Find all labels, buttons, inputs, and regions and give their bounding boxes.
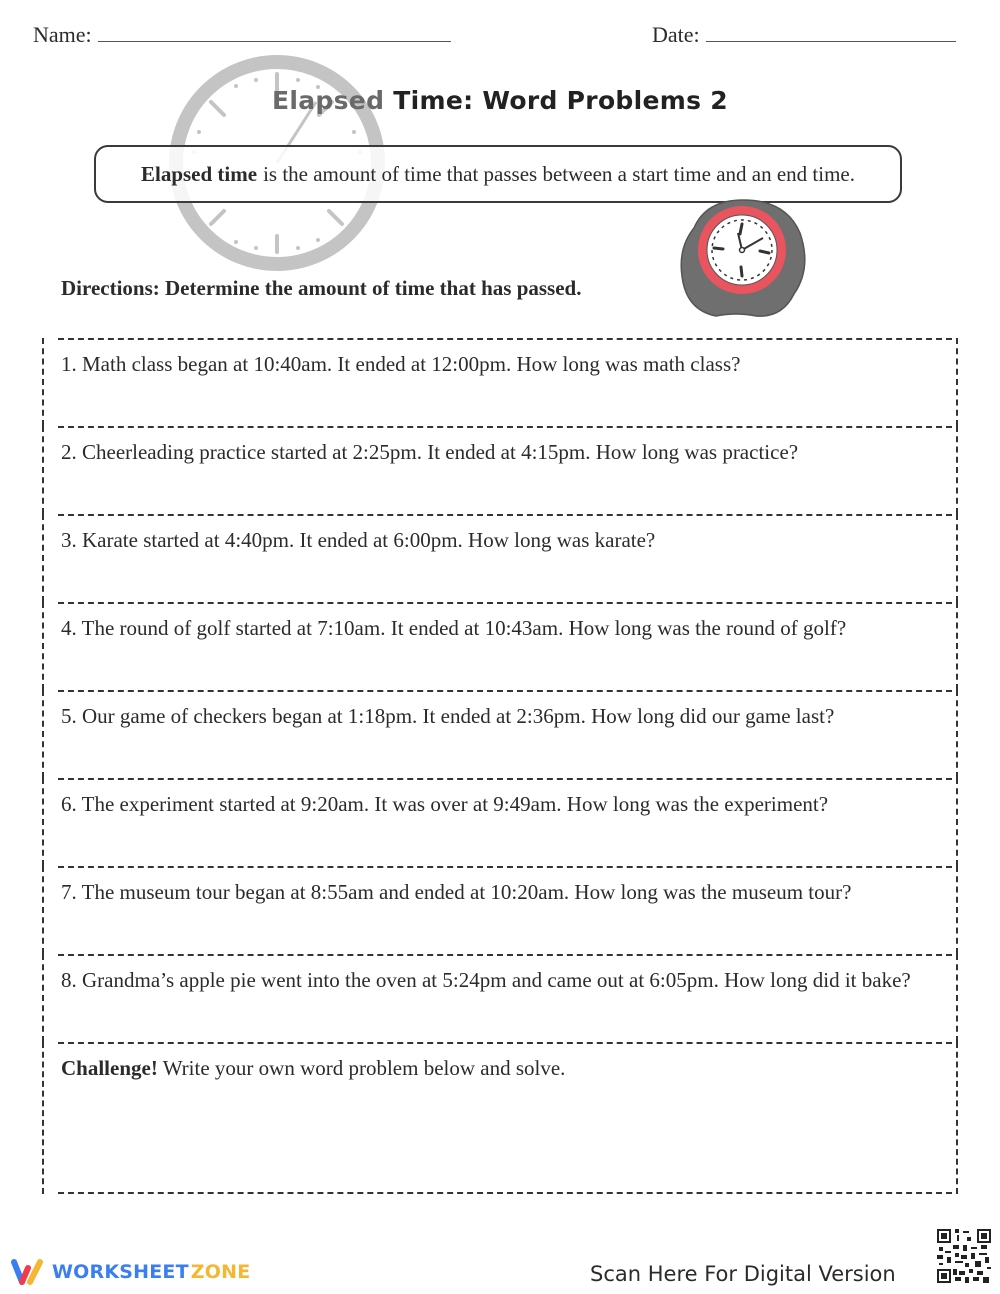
brand-part2: ZONE [190,1261,251,1283]
problem-item[interactable] [42,602,958,690]
problem-text: 4. The round of golf started at 7:10am. It ended at 10:43am. How long was the round of golf? [61,616,847,640]
worksheetzone-logo[interactable] [10,1258,250,1286]
name-input-line[interactable] [98,23,451,42]
problem-text: 5. Our game of checkers began at 1:18pm. It ended at 2:36pm. How long did our game last? [61,704,835,728]
problem-item[interactable] [42,690,958,778]
problem-item[interactable] [42,866,958,954]
problem-text: 1. Math class began at 10:40am. It ended at 12:00pm. How long was math class? [61,352,741,376]
challenge-text [61,1054,936,1082]
challenge-label: Challenge! [61,1056,158,1080]
stopwatch-clock-icon [676,198,810,320]
problem-item[interactable] [42,514,958,602]
challenge-instruction: Write your own word problem below and solve. [157,1056,566,1080]
problem-text: 6. The experiment started at 9:20am. It was over at 9:49am. How long was the experiment? [61,792,829,816]
brand-name [52,1261,250,1283]
date-label: Date: [652,22,700,47]
problem-item[interactable] [42,338,958,426]
page-title [0,86,1000,115]
date-field[interactable] [652,22,956,48]
problem-text: 7. The museum tour began at 8:55am and ended at 10:20am. How long was the museum tour? [61,880,852,904]
directions-label: Directions: [61,276,160,300]
problem-item[interactable] [42,778,958,866]
brand-part1: WORKSHEET [52,1261,189,1283]
title-part2: Time: Word Problems 2 [384,86,728,115]
definition-text: is the amount of time that passes between a start time and an end time. [263,161,855,186]
definition-term: Elapsed time [140,161,258,186]
name-field[interactable] [33,22,451,48]
date-input-line[interactable] [706,23,956,42]
problem-text: 2. Cheerleading practice started at 2:25pm. It ended at 4:15pm. How long was practice? [61,440,799,464]
challenge-item[interactable] [42,1042,958,1194]
name-label: Name: [33,22,92,47]
directions [61,276,581,301]
qr-code-icon[interactable] [935,1227,993,1285]
problem-item[interactable] [42,426,958,514]
worksheetzone-logo-icon [10,1258,46,1286]
title-part1: Elapsed [272,86,385,115]
problem-text: 3. Karate started at 4:40pm. It ended at 6:00pm. How long was karate? [61,528,656,552]
definition-box [94,145,902,203]
directions-text: Determine the amount of time that has passed. [159,276,582,300]
scan-text: Scan Here For Digital Version [590,1262,896,1286]
problem-text: 8. Grandma’s apple pie went into the oven at 5:24pm and came out at 6:05pm. How long did it bake? [61,968,911,992]
problem-list [42,338,958,1194]
problem-item[interactable] [42,954,958,1042]
